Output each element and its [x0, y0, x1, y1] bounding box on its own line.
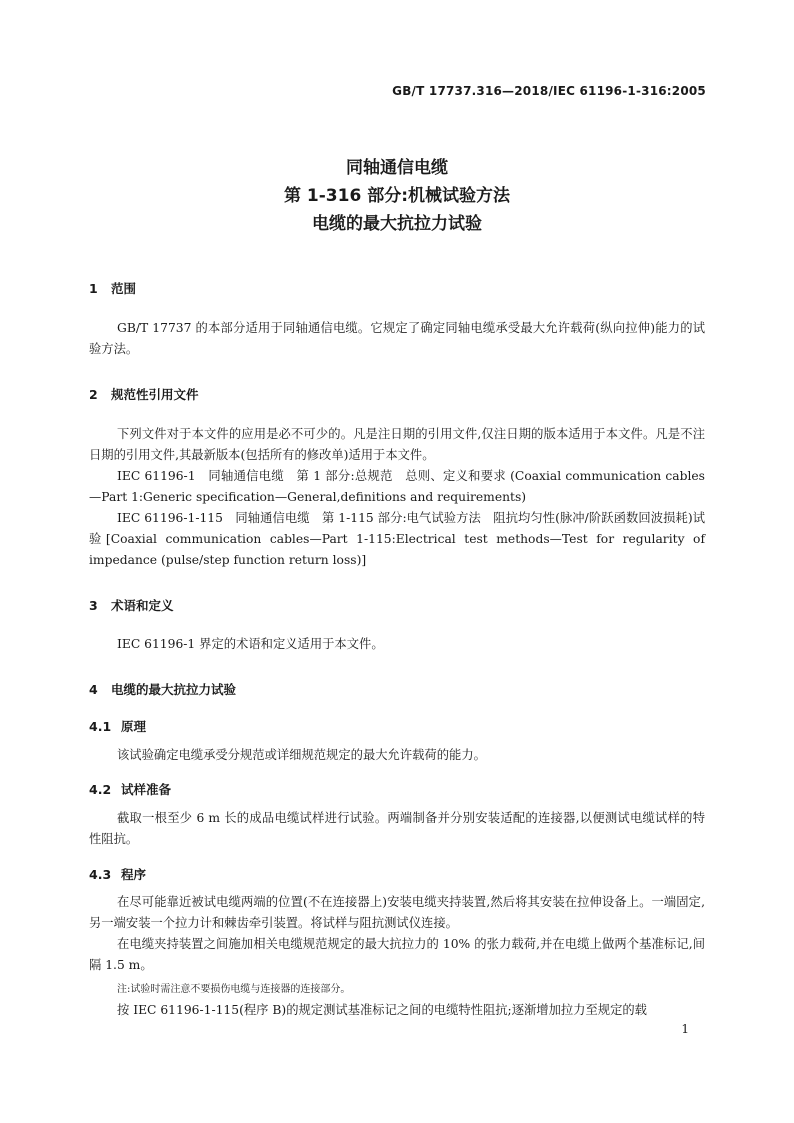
section-4-2-paragraph: 截取一根至少 6 m 长的成品电缆试样进行试验。两端制备并分别安装适配的连接器,以便测试电缆试样的特性阻抗。 [89, 811, 705, 846]
section-number: 4.1 [89, 719, 112, 734]
section-4-1-paragraph: 该试验确定电缆承受分规范或详细规范规定的最大允许载荷的能力。 [117, 748, 486, 762]
section-number: 4.3 [89, 867, 112, 882]
section-title: 电缆的最大抗拉力试验 [111, 682, 237, 697]
doc-title-line2: 第 1-316 部分:机械试验方法 [283, 186, 510, 206]
section-title: 试样准备 [121, 782, 172, 797]
section-title: 程序 [121, 867, 147, 882]
doc-title-line3: 电缆的最大抗拉力试验 [312, 214, 482, 234]
section-4-3-heading [89, 865, 146, 883]
reference-iec-61196-1-115: IEC 61196-1-115 同轴通信电缆 第 1-115 部分:电气试验方法 阻抗均匀性(脉冲/阶跃函数回波损耗)试验[Coaxial communication cables—Part 1-115:Electrical test methods—Test for regularity of impedance (pulse/step function return loss)] [89, 511, 705, 567]
section-4-3-paragraph-1: 在尽可能靠近被试电缆两端的位置(不在连接器上)安装电缆夹持装置,然后将其安装在拉伸设备上。一端固定,另一端安装一个拉力计和棘齿牵引装置。将试样与阻抗测试仪连接。 [89, 895, 705, 930]
section-title: 规范性引用文件 [111, 387, 199, 402]
section-number: 1 [89, 281, 98, 296]
section-title: 原理 [121, 719, 147, 734]
section-number: 4.2 [89, 782, 112, 797]
reference-iec-61196-1: IEC 61196-1 同轴通信电缆 第 1 部分:总规范 总则、定义和要求 (Coaxial communication cables—Part 1:Generic specification—General,definitions and requirements) [89, 469, 705, 504]
section-number: 3 [89, 598, 98, 613]
section-4-2-heading [89, 780, 171, 798]
section-4-1-heading [89, 717, 146, 735]
section-1-heading [89, 279, 136, 297]
section-title: 术语和定义 [111, 598, 174, 613]
section-2-heading [89, 385, 199, 403]
section-number: 4 [89, 682, 98, 697]
section-2-paragraph: 下列文件对于本文件的应用是必不可少的。凡是注日期的引用文件,仅注日期的版本适用于本文件。凡是不注日期的引用文件,其最新版本(包括所有的修改单)适用于本文件。 [89, 427, 705, 462]
section-1-paragraph: GB/T 17737 的本部分适用于同轴通信电缆。它规定了确定同轴电缆承受最大允许载荷(纵向拉伸)能力的试验方法。 [89, 321, 705, 356]
section-4-3-paragraph-2: 在电缆夹持装置之间施加相关电缆规范规定的最大抗拉力的 10% 的张力载荷,并在电缆上做两个基准标记,间隔 1.5 m。 [89, 937, 705, 972]
section-4-3-paragraph-3: 按 IEC 61196-1-115(程序 B)的规定测试基准标记之间的电缆特性阻抗;逐渐增加拉力至规定的载 [117, 1003, 647, 1017]
section-4-heading [89, 680, 236, 698]
doc-title-line1: 同轴通信电缆 [346, 158, 448, 178]
section-number: 2 [89, 387, 98, 402]
standard-header: GB/T 17737.316—2018/IEC 61196-1-316:2005 [392, 84, 706, 98]
section-title: 范围 [111, 281, 137, 296]
section-3-paragraph: IEC 61196-1 界定的术语和定义适用于本文件。 [117, 637, 384, 651]
note: 注:试验时需注意不要损伤电缆与连接器的连接部分。 [117, 984, 351, 995]
page-number: 1 [681, 1022, 689, 1036]
section-3-heading [89, 596, 174, 614]
